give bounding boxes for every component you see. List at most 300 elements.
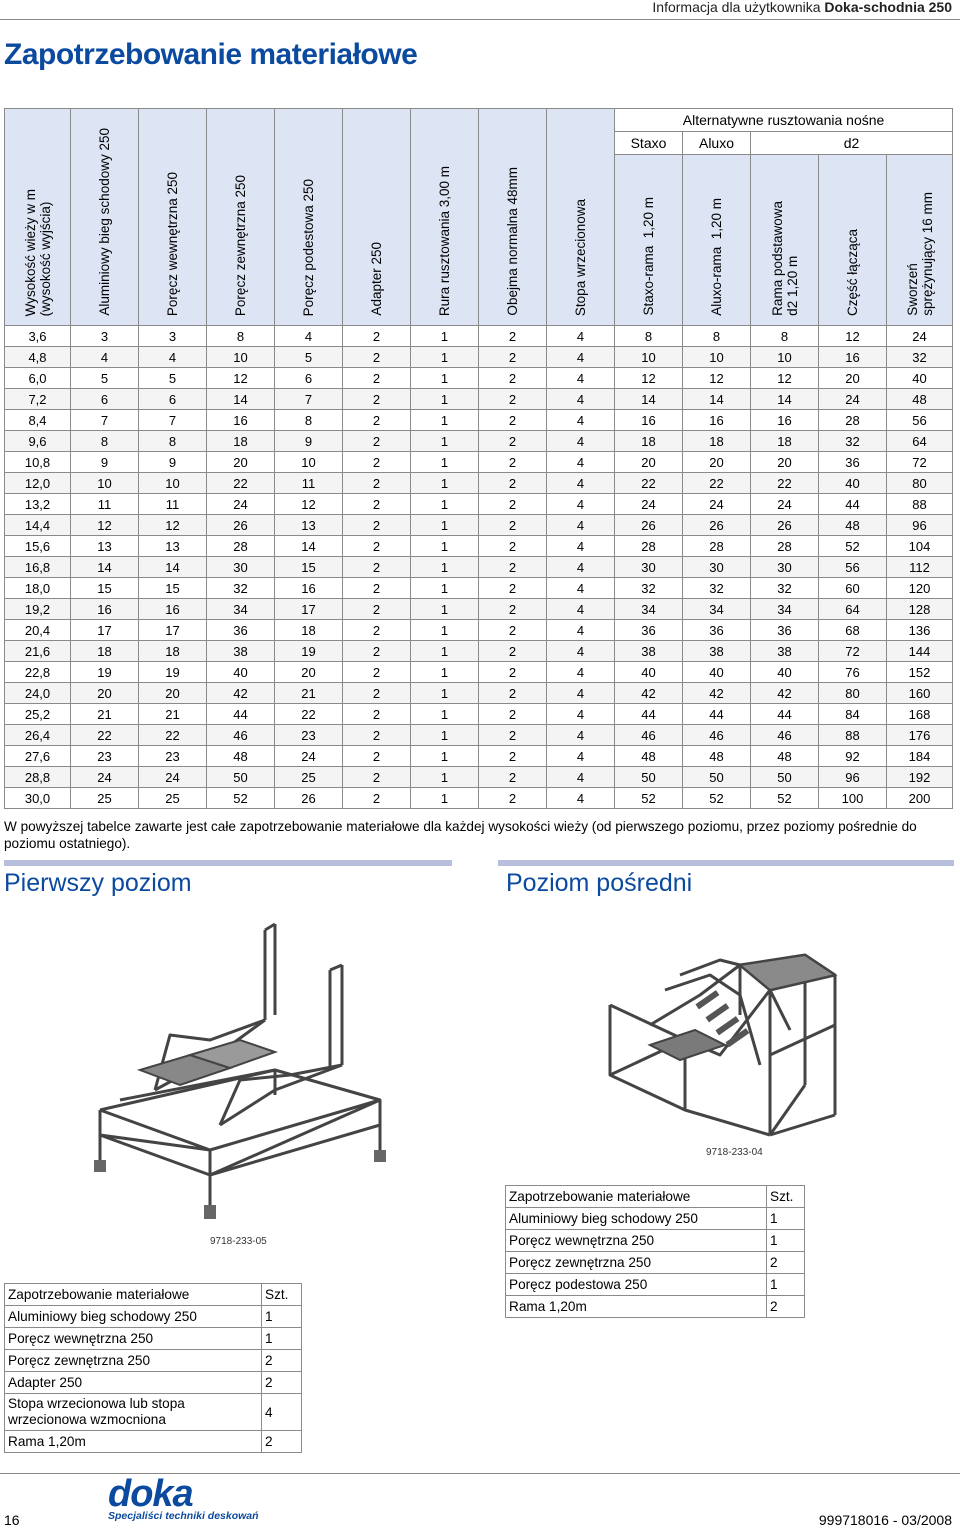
table-cell: 17 <box>275 599 343 620</box>
item-name-cell: Aluminiowy bieg schodowy 250 <box>5 1306 262 1328</box>
table-cell: 1 <box>411 452 479 473</box>
table-cell: 22 <box>615 473 683 494</box>
section-bar-first-level <box>4 860 452 866</box>
table-cell: 9,6 <box>5 431 71 452</box>
table-cell: 50 <box>751 767 819 788</box>
table-cell: 22 <box>139 725 207 746</box>
table-cell: 13 <box>275 515 343 536</box>
table-cell: 24 <box>751 494 819 515</box>
table-row <box>5 641 953 662</box>
table-cell: 18 <box>207 431 275 452</box>
col-header-clamp <box>479 109 547 326</box>
table-cell: 1 <box>411 599 479 620</box>
material-requirements-table <box>4 108 953 809</box>
table-row <box>5 1394 302 1431</box>
table-cell: 14 <box>683 389 751 410</box>
table-cell: 7 <box>71 410 139 431</box>
table-cell: 3 <box>71 326 139 347</box>
table-cell: 28 <box>751 536 819 557</box>
table-header-cell: Szt. <box>262 1284 302 1306</box>
section-bar-middle-level <box>498 860 954 866</box>
table-cell: 15 <box>139 578 207 599</box>
table-row <box>506 1296 805 1318</box>
table-cell: 23 <box>71 746 139 767</box>
table-cell: 2 <box>479 452 547 473</box>
table-cell: 1 <box>411 326 479 347</box>
table-cell: 128 <box>887 599 953 620</box>
table-row <box>5 767 953 788</box>
table-cell: 18,0 <box>5 578 71 599</box>
table-cell: 4 <box>547 536 615 557</box>
table-cell: 16 <box>819 347 887 368</box>
table-cell: 4 <box>547 452 615 473</box>
group-header-alt-scaffold: Alternatywne rusztowania nośne <box>615 109 953 132</box>
item-qty-cell: 1 <box>767 1208 805 1230</box>
table-cell: 2 <box>343 536 411 557</box>
table-cell: 40 <box>615 662 683 683</box>
table-cell: 22 <box>751 473 819 494</box>
table-cell: 18 <box>615 431 683 452</box>
table-cell: 22 <box>71 725 139 746</box>
table-cell: 20 <box>683 452 751 473</box>
table-cell: 2 <box>343 515 411 536</box>
col-header-height-text: Wysokość wieży w m (wysokość wyjścia) <box>22 188 53 316</box>
table-cell: 30,0 <box>5 788 71 809</box>
table-cell: 22,8 <box>5 662 71 683</box>
table-cell: 24 <box>683 494 751 515</box>
header-prefix: Informacja dla użytkownika <box>652 0 825 15</box>
table-cell: 15 <box>275 557 343 578</box>
table-cell: 48 <box>615 746 683 767</box>
table-cell: 4 <box>547 725 615 746</box>
table-cell: 1 <box>411 347 479 368</box>
table-cell: 24 <box>207 494 275 515</box>
table-cell: 1 <box>411 494 479 515</box>
table-cell: 14 <box>207 389 275 410</box>
table-cell: 20 <box>207 452 275 473</box>
table-cell: 112 <box>887 557 953 578</box>
table-cell: 104 <box>887 536 953 557</box>
table-cell: 5 <box>275 347 343 368</box>
item-qty-cell: 2 <box>262 1372 302 1394</box>
table-cell: 20 <box>615 452 683 473</box>
table-header-row <box>506 1186 805 1208</box>
table-cell: 2 <box>479 725 547 746</box>
table-cell: 2 <box>479 704 547 725</box>
table-cell: 7 <box>139 410 207 431</box>
table-cell: 2 <box>479 536 547 557</box>
table-cell: 4 <box>547 347 615 368</box>
table-cell: 16 <box>207 410 275 431</box>
table-cell: 52 <box>751 788 819 809</box>
table-cell: 1 <box>411 641 479 662</box>
table-cell: 46 <box>683 725 751 746</box>
table-row <box>5 683 953 704</box>
table-cell: 2 <box>479 389 547 410</box>
table-cell: 4 <box>547 599 615 620</box>
table-cell: 16 <box>615 410 683 431</box>
table-cell: 46 <box>751 725 819 746</box>
table-cell: 18 <box>751 431 819 452</box>
middle-level-material-table <box>505 1185 805 1318</box>
table-row <box>5 788 953 809</box>
col-header-text: Aluminiowy bieg schodowy 250 <box>97 128 112 316</box>
table-cell: 2 <box>343 641 411 662</box>
first-level-material-table <box>4 1283 302 1453</box>
table-cell: 30 <box>207 557 275 578</box>
table-cell: 4 <box>547 788 615 809</box>
item-qty-cell: 1 <box>262 1328 302 1350</box>
col-header-pin <box>887 155 953 326</box>
col-header-inner-rail <box>139 109 207 326</box>
table-row <box>5 620 953 641</box>
table-row <box>5 704 953 725</box>
table-cell: 40 <box>887 368 953 389</box>
table-row <box>5 1431 302 1453</box>
table-cell: 24 <box>139 767 207 788</box>
item-name-cell: Rama 1,20m <box>506 1296 767 1318</box>
col-header-text: Sworzeń sprężynujący 16 mm <box>904 192 935 316</box>
table-cell: 28 <box>615 536 683 557</box>
table-cell: 26 <box>751 515 819 536</box>
table-cell: 34 <box>615 599 683 620</box>
table-row <box>5 1328 302 1350</box>
table-cell: 1 <box>411 557 479 578</box>
table-cell: 21,6 <box>5 641 71 662</box>
table-cell: 168 <box>887 704 953 725</box>
table-cell: 34 <box>751 599 819 620</box>
table-cell: 4 <box>139 347 207 368</box>
figure-code-middle-level: 9718-233-04 <box>706 1147 763 1158</box>
table-cell: 2 <box>343 725 411 746</box>
table-cell: 21 <box>275 683 343 704</box>
item-name-cell: Poręcz podestowa 250 <box>506 1274 767 1296</box>
table-cell: 38 <box>207 641 275 662</box>
table-cell: 17 <box>139 620 207 641</box>
table-cell: 42 <box>751 683 819 704</box>
table-row <box>5 662 953 683</box>
item-name-cell: Stopa wrzecionowa lub stopa wrzecionowa wzmocniona <box>5 1394 262 1431</box>
page-title: Zapotrzebowanie materiałowe <box>4 38 418 71</box>
table-cell: 1 <box>411 536 479 557</box>
table-cell: 18 <box>71 641 139 662</box>
table-cell: 4 <box>547 515 615 536</box>
table-cell: 12 <box>819 326 887 347</box>
table-cell: 40 <box>207 662 275 683</box>
table-cell: 56 <box>887 410 953 431</box>
col-header-landing-rail <box>275 109 343 326</box>
table-cell: 24 <box>71 767 139 788</box>
table-cell: 26 <box>683 515 751 536</box>
table-cell: 48 <box>751 746 819 767</box>
table-cell: 32 <box>207 578 275 599</box>
table-cell: 20 <box>751 452 819 473</box>
table-cell: 96 <box>819 767 887 788</box>
table-cell: 3 <box>139 326 207 347</box>
table-cell: 21 <box>71 704 139 725</box>
table-cell: 48 <box>207 746 275 767</box>
table-cell: 2 <box>479 473 547 494</box>
table-row <box>506 1230 805 1252</box>
table-row <box>5 452 953 473</box>
table-cell: 4 <box>547 578 615 599</box>
table-cell: 2 <box>343 788 411 809</box>
table-note: W powyższej tabelce zawarte jest całe zapotrzebowanie materiałowe dla każdej wysokości wieży (od pierwszego poziomu, przez poziomy pośrednie do poziomu ostatniego). <box>4 819 917 851</box>
table-cell: 52 <box>683 788 751 809</box>
table-cell: 2 <box>479 368 547 389</box>
table-cell: 21 <box>139 704 207 725</box>
table-cell: 42 <box>615 683 683 704</box>
table-cell: 2 <box>343 620 411 641</box>
col-header-text: Staxo-rama 1,20 m <box>641 197 656 316</box>
table-cell: 18 <box>139 641 207 662</box>
table-cell: 10 <box>207 347 275 368</box>
table-cell: 38 <box>683 641 751 662</box>
col-header-outer-rail <box>207 109 275 326</box>
table-cell: 2 <box>343 599 411 620</box>
table-cell: 6 <box>139 389 207 410</box>
table-cell: 56 <box>819 557 887 578</box>
item-name-cell: Rama 1,20m <box>5 1431 262 1453</box>
doka-logo-text: doka <box>108 1478 193 1510</box>
table-cell: 34 <box>683 599 751 620</box>
col-header-height <box>5 109 71 326</box>
table-cell: 68 <box>819 620 887 641</box>
table-row <box>5 326 953 347</box>
table-cell: 19 <box>275 641 343 662</box>
table-cell: 48 <box>819 515 887 536</box>
table-row <box>5 599 953 620</box>
table-cell: 50 <box>207 767 275 788</box>
table-cell: 80 <box>887 473 953 494</box>
col-header-stair <box>71 109 139 326</box>
table-row <box>5 1372 302 1394</box>
table-cell: 44 <box>819 494 887 515</box>
table-cell: 12 <box>615 368 683 389</box>
table-row <box>5 389 953 410</box>
table-cell: 14 <box>275 536 343 557</box>
col-header-text: Adapter 250 <box>369 242 384 316</box>
col-header-text: Obejma normalna 48mm <box>505 167 520 316</box>
item-qty-cell: 1 <box>767 1230 805 1252</box>
table-cell: 72 <box>887 452 953 473</box>
table-cell: 120 <box>887 578 953 599</box>
col-header-text: Poręcz podestowa 250 <box>301 178 316 316</box>
table-cell: 4 <box>547 683 615 704</box>
table-cell: 20 <box>819 368 887 389</box>
col-header-text: Stopa wrzecionowa <box>573 198 588 316</box>
table-header-cell: Zapotrzebowanie materiałowe <box>506 1186 767 1208</box>
table-cell: 2 <box>479 620 547 641</box>
item-name-cell: Poręcz wewnętrzna 250 <box>506 1230 767 1252</box>
table-cell: 2 <box>479 557 547 578</box>
table-cell: 28 <box>819 410 887 431</box>
table-cell: 36 <box>819 452 887 473</box>
footer-divider <box>0 1473 960 1474</box>
table-cell: 24 <box>819 389 887 410</box>
table-cell: 42 <box>683 683 751 704</box>
table-cell: 4 <box>71 347 139 368</box>
table-cell: 80 <box>819 683 887 704</box>
table-cell: 2 <box>343 410 411 431</box>
table-cell: 192 <box>887 767 953 788</box>
table-cell: 40 <box>683 662 751 683</box>
table-cell: 8 <box>207 326 275 347</box>
table-header-cell: Zapotrzebowanie materiałowe <box>5 1284 262 1306</box>
table-cell: 44 <box>751 704 819 725</box>
table-cell: 22 <box>275 704 343 725</box>
table-cell: 16 <box>139 599 207 620</box>
table-cell: 36 <box>751 620 819 641</box>
table-cell: 6,0 <box>5 368 71 389</box>
table-cell: 4 <box>547 326 615 347</box>
table-cell: 88 <box>887 494 953 515</box>
table-cell: 26,4 <box>5 725 71 746</box>
section-title-first-level: Pierwszy poziom <box>4 869 192 897</box>
table-row <box>5 431 953 452</box>
table-cell: 1 <box>411 662 479 683</box>
table-cell: 36 <box>683 620 751 641</box>
item-name-cell: Poręcz zewnętrzna 250 <box>5 1350 262 1372</box>
table-cell: 36 <box>615 620 683 641</box>
col-header-text: Rama podstawowa d2 1,20 m <box>769 201 800 316</box>
table-cell: 32 <box>887 347 953 368</box>
table-row <box>5 536 953 557</box>
section-title-middle-level: Poziom pośredni <box>506 869 693 897</box>
table-row <box>5 725 953 746</box>
table-cell: 4 <box>547 410 615 431</box>
table-row <box>5 1306 302 1328</box>
table-cell: 46 <box>615 725 683 746</box>
table-cell: 44 <box>207 704 275 725</box>
table-cell: 4 <box>547 704 615 725</box>
table-cell: 24,0 <box>5 683 71 704</box>
table-row <box>5 347 953 368</box>
table-cell: 16 <box>751 410 819 431</box>
table-cell: 76 <box>819 662 887 683</box>
table-cell: 9 <box>275 431 343 452</box>
table-cell: 40 <box>751 662 819 683</box>
table-cell: 4 <box>547 389 615 410</box>
table-cell: 4 <box>547 431 615 452</box>
table-cell: 4 <box>547 473 615 494</box>
page-number: 16 <box>4 1512 20 1528</box>
table-cell: 2 <box>343 557 411 578</box>
subgroup-aluxo: Aluxo <box>683 132 751 155</box>
material-table-body <box>5 326 953 809</box>
table-cell: 30 <box>683 557 751 578</box>
table-cell: 2 <box>343 473 411 494</box>
table-cell: 46 <box>207 725 275 746</box>
table-cell: 18 <box>683 431 751 452</box>
first-level-scaffold-illustration <box>60 910 440 1240</box>
table-cell: 24 <box>275 746 343 767</box>
col-header-text: Poręcz wewnętrzna 250 <box>165 171 180 316</box>
table-cell: 32 <box>819 431 887 452</box>
table-cell: 23 <box>139 746 207 767</box>
table-cell: 4 <box>547 557 615 578</box>
table-cell: 32 <box>615 578 683 599</box>
table-cell: 2 <box>479 788 547 809</box>
table-cell: 4 <box>275 326 343 347</box>
table-cell: 25 <box>275 767 343 788</box>
table-cell: 32 <box>683 578 751 599</box>
table-cell: 14,4 <box>5 515 71 536</box>
table-cell: 1 <box>411 725 479 746</box>
table-row <box>5 1350 302 1372</box>
table-cell: 24 <box>615 494 683 515</box>
table-cell: 2 <box>479 494 547 515</box>
table-cell: 5 <box>71 368 139 389</box>
table-cell: 10,8 <box>5 452 71 473</box>
table-cell: 8 <box>275 410 343 431</box>
document-number: 999718016 - 03/2008 <box>818 1512 952 1528</box>
table-cell: 1 <box>411 578 479 599</box>
table-cell: 1 <box>411 704 479 725</box>
table-cell: 2 <box>343 704 411 725</box>
table-cell: 19 <box>71 662 139 683</box>
table-row <box>5 410 953 431</box>
middle-level-scaffold-illustration <box>590 935 870 1145</box>
table-cell: 2 <box>343 746 411 767</box>
table-cell: 15 <box>71 578 139 599</box>
table-cell: 36 <box>207 620 275 641</box>
table-cell: 7 <box>275 389 343 410</box>
table-cell: 20 <box>139 683 207 704</box>
figure-code-first-level: 9718-233-05 <box>210 1236 267 1247</box>
table-cell: 144 <box>887 641 953 662</box>
table-cell: 20 <box>275 662 343 683</box>
table-cell: 4 <box>547 662 615 683</box>
table-cell: 2 <box>343 389 411 410</box>
table-cell: 152 <box>887 662 953 683</box>
table-cell: 50 <box>683 767 751 788</box>
table-cell: 3,6 <box>5 326 71 347</box>
table-cell: 2 <box>343 452 411 473</box>
table-cell: 2 <box>343 767 411 788</box>
table-cell: 30 <box>751 557 819 578</box>
table-cell: 2 <box>479 767 547 788</box>
table-cell: 9 <box>71 452 139 473</box>
table-row <box>5 557 953 578</box>
item-qty-cell: 2 <box>262 1431 302 1453</box>
table-cell: 11 <box>71 494 139 515</box>
table-row <box>5 368 953 389</box>
table-cell: 2 <box>343 326 411 347</box>
col-header-d2-frame <box>751 155 819 326</box>
item-name-cell: Poręcz wewnętrzna 250 <box>5 1328 262 1350</box>
table-cell: 160 <box>887 683 953 704</box>
col-header-connector <box>819 155 887 326</box>
table-cell: 10 <box>751 347 819 368</box>
table-cell: 28 <box>207 536 275 557</box>
col-header-staxo-frame <box>615 155 683 326</box>
table-cell: 2 <box>479 662 547 683</box>
table-cell: 4 <box>547 494 615 515</box>
table-cell: 136 <box>887 620 953 641</box>
table-cell: 14 <box>139 557 207 578</box>
table-cell: 25 <box>139 788 207 809</box>
table-cell: 14 <box>615 389 683 410</box>
table-cell: 8,4 <box>5 410 71 431</box>
table-cell: 1 <box>411 368 479 389</box>
table-cell: 2 <box>343 683 411 704</box>
table-cell: 12 <box>71 515 139 536</box>
table-cell: 2 <box>479 515 547 536</box>
table-cell: 88 <box>819 725 887 746</box>
item-qty-cell: 2 <box>767 1296 805 1318</box>
table-cell: 11 <box>139 494 207 515</box>
